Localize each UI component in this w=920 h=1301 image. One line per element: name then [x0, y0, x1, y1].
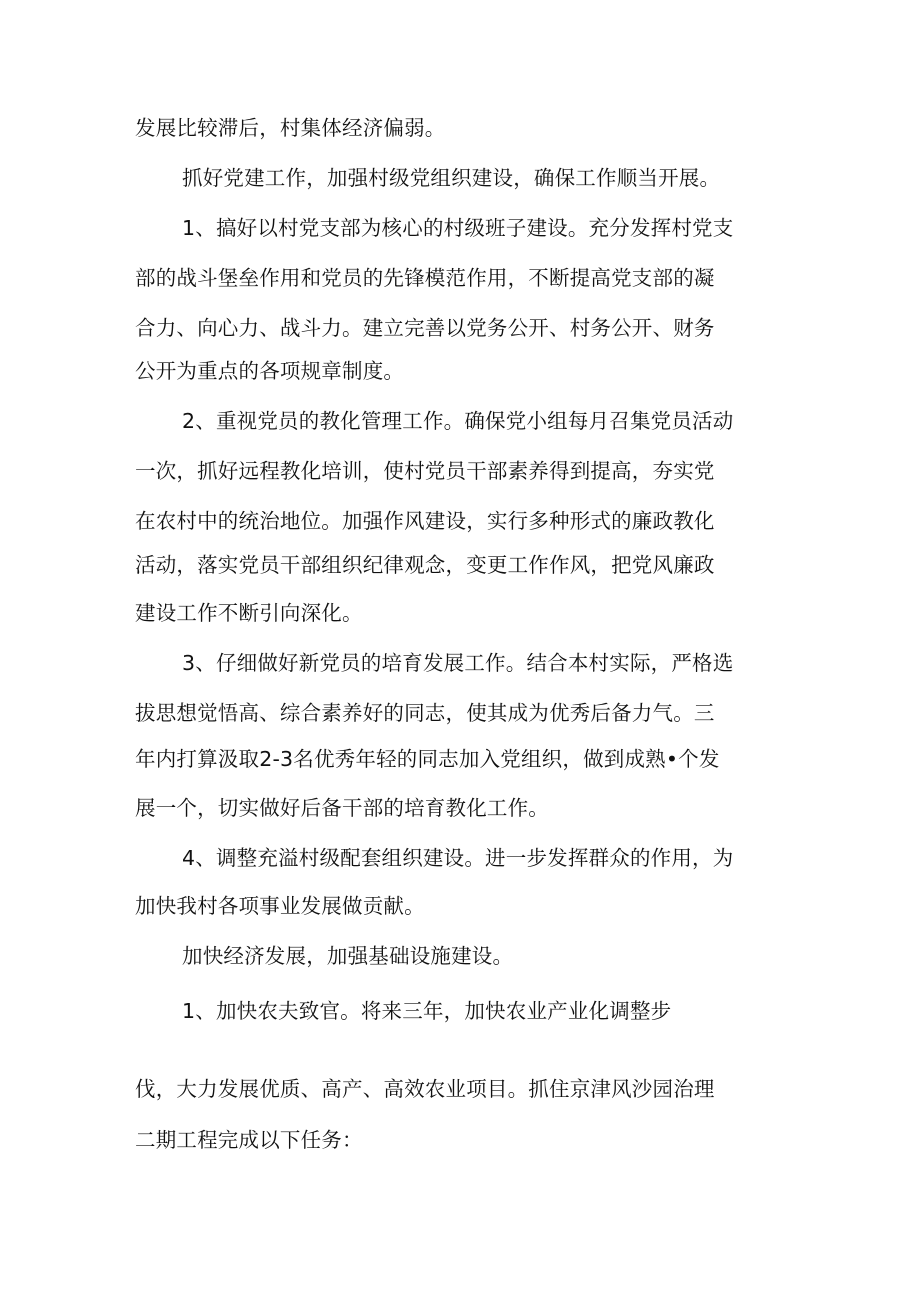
paragraph-line: 建设工作不断引向深化。 [135, 601, 363, 625]
paragraph-line: 公开为重点的各项规章制度。 [135, 359, 405, 383]
paragraph-line: 在农村中的统治地位。加强作风建设，实行多种形式的廉政教化 [135, 509, 715, 533]
paragraph-line: 4、调整充溢村级配套组织建设。进一步发挥群众的作用，为 [182, 846, 734, 870]
paragraph-line: 年内打算汲取2-3名优秀年轻的同志加入党组织，做到成熟•个发 [135, 747, 720, 771]
paragraph-line: 合力、向心力、战斗力。建立完善以党务公开、村务公开、财务 [135, 316, 715, 340]
paragraph-line: 部的战斗堡垒作用和党员的先锋模范作用，不断提高党支部的凝 [135, 266, 715, 290]
paragraph-line: 拔思想觉悟高、综合素养好的同志，使其成为优秀后备力气。三 [135, 701, 715, 725]
paragraph-line: 2、重视党员的教化管理工作。确保党小组每月召集党员活动 [182, 409, 734, 433]
paragraph-line: 二期工程完成以下任务： [135, 1128, 363, 1152]
section-heading: 抓好党建工作，加强村级党组织建设，确保工作顺当开展。 [182, 166, 721, 190]
paragraph-line: 1、加快农夫致官。将来三年，加快农业产业化调整步 [182, 999, 672, 1023]
paragraph-line: 1、搞好以村党支部为核心的村级班子建设。充分发挥村党支 [182, 216, 734, 240]
paragraph-line: 加快我村各项事业发展做贡献。 [135, 894, 425, 918]
paragraph-line: 一次，抓好远程教化培训，使村党员干部素养得到提高，夯实党 [135, 459, 715, 483]
text-line: 发展比较滞后，村集体经济偏弱。 [135, 116, 446, 140]
paragraph-line: 3、仔细做好新党员的培育发展工作。结合本村实际，严格选 [182, 651, 734, 675]
section-heading: 加快经济发展，加强基础设施建设。 [182, 944, 514, 968]
paragraph-line: 伐，大力发展优质、高产、高效农业项目。抓住京津风沙园治理 [135, 1077, 715, 1101]
paragraph-line: 活动，落实党员干部组织纪律观念，变更工作作风，把党风廉政 [135, 553, 715, 577]
paragraph-line: 展一个，切实做好后备干部的培育教化工作。 [135, 796, 549, 820]
